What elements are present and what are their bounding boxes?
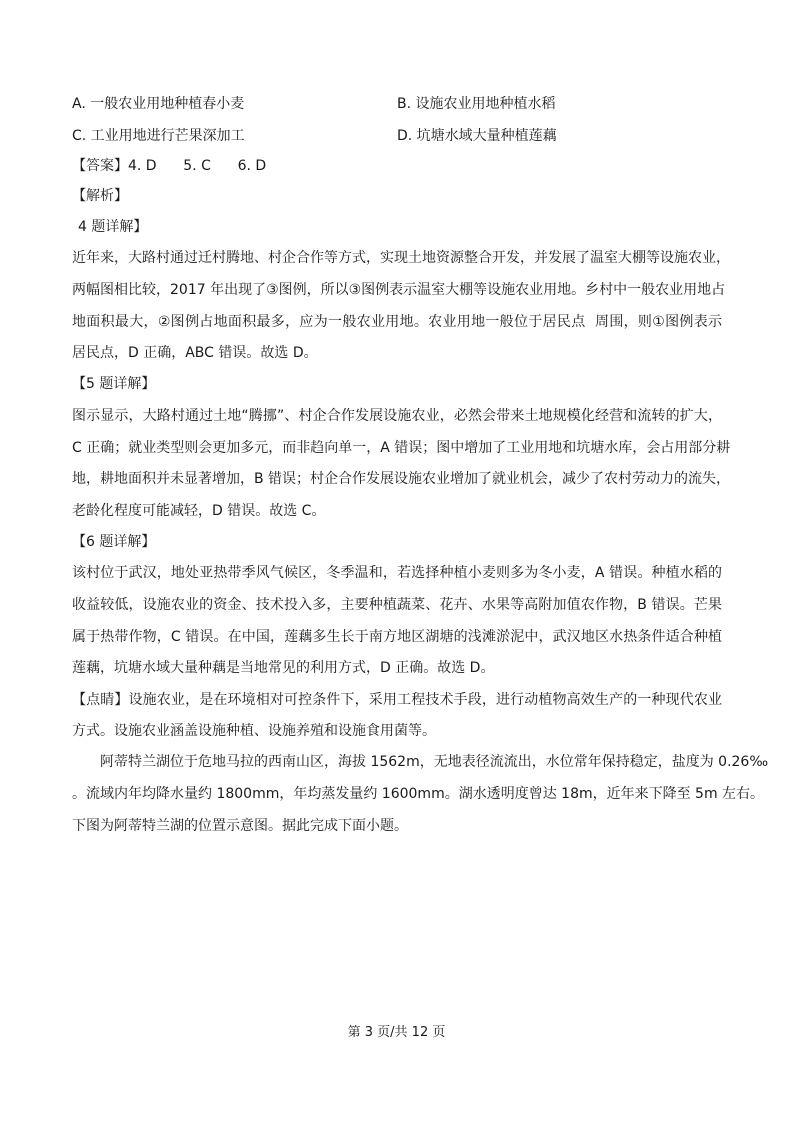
page-footer: 第 3 页/共 12 页	[347, 1025, 446, 1040]
q6-line: 收益较低，设施农业的资金、技术投入多，主要种植蔬菜、花卉、水果等高附加值农作物，B 错误。芒果	[72, 597, 722, 613]
q5-line: C 正确；就业类型则会更加多元，而非趋向单一，A 错误；图中增加了工业用地和坑塘水库，会占用部分耕	[72, 440, 731, 456]
q6-line: 莲藕，坑塘水域大量种藕是当地常见的利用方式，D 正确。故选 D。	[72, 660, 495, 676]
passage-line: 下图为阿蒂特兰湖的位置示意图。据此完成下面小题。	[72, 818, 408, 834]
option-d: D. 坑塘水域大量种植莲藕	[397, 128, 557, 144]
q4-line: 两幅图相比较，2017 年出现了③图例，所以③图例表示温室大棚等设施农业用地。乡村中一般农业用地占	[72, 282, 726, 298]
q4-heading: 4 题详解】	[78, 219, 148, 235]
option-c: C. 工业用地进行芒果深加工	[72, 128, 245, 144]
key-points-line: 方式。设施农业涵盖设施种植、设施养殖和设施食用菌等。	[72, 723, 436, 739]
q4-line: 居民点，D 正确，ABC 错误。故选 D。	[72, 345, 318, 361]
passage-line: 阿蒂特兰湖位于危地马拉的西南山区，海拔 1562m，无地表径流流出，水位常年保持稳定，盐度为 0.26‰	[100, 754, 769, 770]
key-points-line: 【点睛】设施农业，是在环境相对可控条件下，采用工程技术手段，进行动植物高效生产的一种现代农业	[72, 692, 722, 708]
analysis-label: 【解析】	[72, 188, 128, 204]
q4-line: 近年来，大路村通过迁村腾地、村企合作等方式，实现土地资源整合开发，并发展了温室大棚等设施农业，	[72, 250, 730, 266]
q6-heading: 【6 题详解】	[72, 534, 156, 550]
q5-line: 图示显示，大路村通过土地“腾挪”、村企合作发展设施农业，必然会带来土地规模化经营和流转的扩大，	[72, 408, 722, 424]
passage-line: 。流域内年均降水量约 1800mm，年均蒸发量约 1600mm。湖水透明度曾达 18m，近年来下降至 5m 左右。	[72, 786, 765, 802]
q4-line: 地面积最大，②图例占地面积最多，应为一般农业用地。农业用地一般位于居民点 周围，则①图例表示	[72, 314, 722, 330]
q5-heading: 【5 题详解】	[72, 376, 156, 392]
q5-line: 老龄化程度可能减轻，D 错误。故选 C。	[72, 503, 326, 519]
option-b: B. 设施农业用地种植水稻	[397, 96, 556, 112]
q5-line: 地，耕地面积并未显著增加，B 错误；村企合作发展设施农业增加了就业机会，减少了农村劳动力的流失，	[72, 471, 731, 487]
q6-line: 属于热带作物，C 错误。在中国，莲藕多生长于南方地区湖塘的浅滩淤泥中，武汉地区水热条件适合种植	[72, 629, 722, 645]
q6-line: 该村位于武汉，地处亚热带季风气候区，冬季温和，若选择种植小麦则多为冬小麦，A 错误。种植水稻的	[72, 565, 722, 581]
answer-line: 【答案】4. D 5. C 6. D	[72, 158, 267, 174]
option-a: A. 一般农业用地种植春小麦	[72, 96, 245, 112]
